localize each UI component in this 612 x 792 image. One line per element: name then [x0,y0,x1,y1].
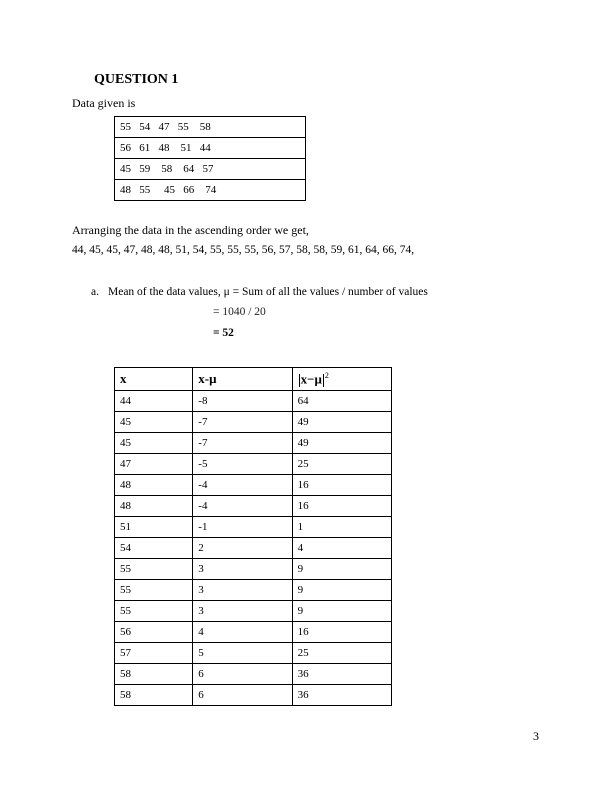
squared-deviation-cell: 49 [292,412,391,433]
list-marker: a. [91,286,99,298]
deviation-cell: -7 [193,433,292,454]
table-row [115,685,392,706]
table-row [115,559,392,580]
table-row [115,622,392,643]
x-value-cell: 48 [115,475,193,496]
table-row [115,643,392,664]
question-title: QUESTION 1 [94,72,179,87]
header-deviation: x-μ [193,368,292,391]
table-row [115,138,306,159]
deviation-cell: -8 [193,391,292,412]
squared-deviation-cell: 9 [292,580,391,601]
table-row [115,159,306,180]
deviation-table-body [115,391,392,706]
header-abs-deviation-squared [292,368,391,391]
deviation-cell: -1 [193,517,292,538]
table-row [115,580,392,601]
abs-deviation-label: x−μ [300,371,322,387]
deviation-cell: 3 [193,580,292,601]
deviation-cell: 5 [193,643,292,664]
table-row [115,538,392,559]
squared-deviation-cell: 4 [292,538,391,559]
deviation-cell: 6 [193,685,292,706]
table-row [115,433,392,454]
x-value-cell: 55 [115,559,193,580]
deviation-table [114,367,392,706]
deviation-cell: 3 [193,601,292,622]
squared-deviation-cell: 1 [292,517,391,538]
page-number: 3 [533,729,539,743]
table-row [115,180,306,201]
x-value-cell: 44 [115,391,193,412]
x-value-cell: 58 [115,664,193,685]
table-row [115,117,306,138]
x-value-cell: 55 [115,580,193,601]
table-row [115,412,392,433]
mean-result: = 52 [213,327,234,339]
table-row [115,601,392,622]
squared-deviation-cell: 36 [292,664,391,685]
deviation-cell: 4 [193,622,292,643]
ascending-values-text: 44, 45, 45, 47, 48, 48, 51, 54, 55, 55, 55, 56, 57, 58, 58, 59, 61, 64, 66, 74, [72,244,415,256]
x-value-cell: 54 [115,538,193,559]
mean-computation-step: = 1040 / 20 [213,306,266,318]
x-value-cell: 47 [115,454,193,475]
x-value-cell: 51 [115,517,193,538]
table-row [115,475,392,496]
data-intro-text: Data given is [72,96,136,110]
table-row [115,517,392,538]
squared-deviation-cell: 36 [292,685,391,706]
squared-deviation-cell: 9 [292,601,391,622]
squared-deviation-cell: 64 [292,391,391,412]
deviation-cell: -4 [193,475,292,496]
squared-deviation-cell: 25 [292,454,391,475]
x-value-cell: 45 [115,433,193,454]
x-value-cell: 58 [115,685,193,706]
x-value-cell: 45 [115,412,193,433]
x-value-cell: 56 [115,622,193,643]
table-row [115,496,392,517]
squared-deviation-cell: 16 [292,622,391,643]
raw-data-cell: 55 54 47 55 58 [115,117,306,138]
squared-deviation-cell: 16 [292,475,391,496]
deviation-cell: 3 [193,559,292,580]
deviation-cell: -7 [193,412,292,433]
deviation-cell: 2 [193,538,292,559]
exponent-label: 2 [324,370,329,380]
mean-formula-text: Mean of the data values, μ = Sum of all the values / number of values [108,286,428,298]
squared-deviation-cell: 16 [292,496,391,517]
deviation-cell: -5 [193,454,292,475]
table-row [115,664,392,685]
raw-data-cell: 48 55 45 66 74 [115,180,306,201]
x-value-cell: 48 [115,496,193,517]
x-value-cell: 55 [115,601,193,622]
squared-deviation-cell: 49 [292,433,391,454]
squared-deviation-cell: 9 [292,559,391,580]
raw-data-table [114,116,306,201]
ascending-intro-text: Arranging the data in the ascending order we get, [72,223,309,237]
table-row [115,454,392,475]
raw-data-cell: 56 61 48 51 44 [115,138,306,159]
raw-data-cell: 45 59 58 64 57 [115,159,306,180]
deviation-cell: 6 [193,664,292,685]
table-row [115,391,392,412]
table-header-row [115,368,392,391]
header-x: x [115,368,193,391]
deviation-cell: -4 [193,496,292,517]
squared-deviation-cell: 25 [292,643,391,664]
x-value-cell: 57 [115,643,193,664]
